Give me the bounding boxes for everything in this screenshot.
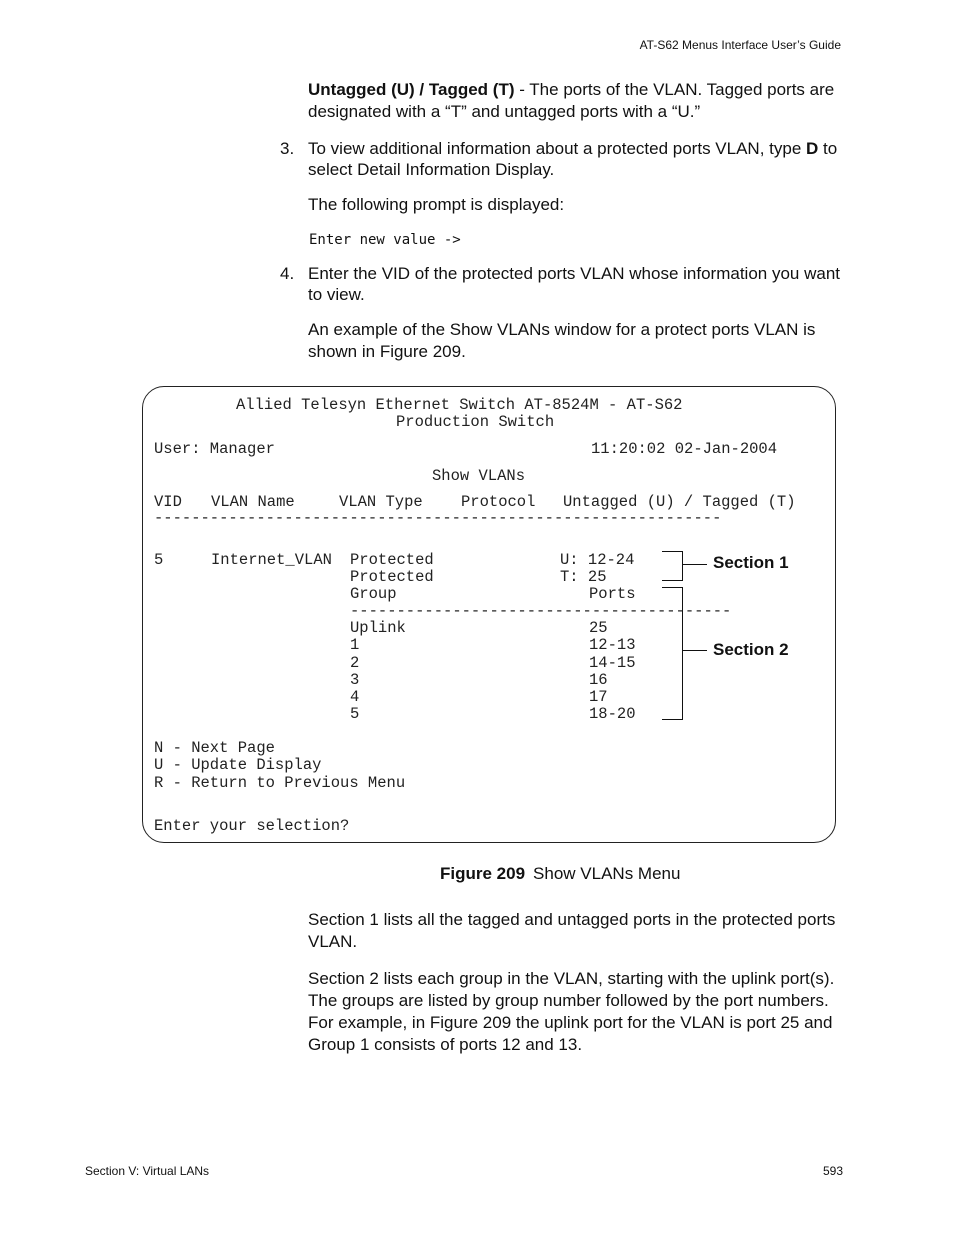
group-name: 3 xyxy=(350,671,360,689)
group-name: 5 xyxy=(350,705,360,723)
step-key: D xyxy=(806,139,819,158)
selection-prompt: Enter your selection? xyxy=(154,817,350,835)
intro-term: Untagged (U) / Tagged (T) xyxy=(308,80,515,99)
section1-leader xyxy=(683,564,707,565)
section2-callout: Section 2 xyxy=(713,640,789,659)
intro-definition xyxy=(308,79,848,123)
group-ports: 17 xyxy=(589,688,608,706)
group-name: 2 xyxy=(350,654,360,672)
prompt-intro: The following prompt is displayed: xyxy=(308,195,565,214)
section2-bracket xyxy=(662,587,683,720)
example-text: An example of the Show VLANs window for a protect ports VLAN is shown in Figure 209. xyxy=(308,320,816,361)
figure-title: Show VLANs Menu xyxy=(533,864,681,883)
vlan-type: Protected xyxy=(350,568,434,586)
footer-section: Section V: Virtual LANs xyxy=(85,1164,210,1178)
vlan-name: Internet_VLAN xyxy=(211,551,332,569)
running-header: AT-S62 Menus Interface User’s Guide xyxy=(639,38,841,52)
group-divider: ----------------------------------------- xyxy=(350,602,732,620)
step-text-part: to select Detail Information Display. xyxy=(308,139,838,179)
screen-user: User: Manager xyxy=(154,440,275,458)
step-text-part: To view additional information about a protected ports VLAN, type xyxy=(308,139,807,158)
column-header-protocol: Protocol xyxy=(461,493,536,511)
group-ports: 12-13 xyxy=(589,636,636,654)
screen-menu-title: Show VLANs xyxy=(432,467,526,485)
group-name: 4 xyxy=(350,688,360,706)
group-ports: 18-20 xyxy=(589,705,636,723)
column-header-ports: Untagged (U) / Tagged (T) xyxy=(563,493,796,511)
group-header: Group xyxy=(350,585,397,603)
menu-option-next-page: N - Next Page xyxy=(154,739,275,757)
paragraph-section1: Section 1 lists all the tagged and untagged ports in the protected ports VLAN. xyxy=(308,910,836,951)
screen-timestamp: 11:20:02 02-Jan-2004 xyxy=(591,440,778,458)
column-header-vlan-name: VLAN Name xyxy=(211,493,295,511)
paragraph-section2: Section 2 lists each group in the VLAN, starting with the uplink port(s). The groups are listed by group number followed by the port numbers. For example, in Figure 209 the uplink port for the VLAN is port 25 and Group 1 consists of ports 12 and 13. xyxy=(308,969,835,1054)
vlan-tagged-ports: T: 25 xyxy=(560,568,607,586)
prompt-code: Enter new value -> xyxy=(309,232,461,248)
figure-caption xyxy=(440,864,680,884)
step-text: Enter the VID of the protected ports VLAN whose information you want to view. xyxy=(308,264,841,304)
menu-option-update-display: U - Update Display xyxy=(154,756,322,774)
group-ports: 25 xyxy=(589,619,608,637)
group-ports: 14-15 xyxy=(589,654,636,672)
group-name: 1 xyxy=(350,636,360,654)
step-number: 3. xyxy=(280,139,295,158)
menu-option-return: R - Return to Previous Menu xyxy=(154,774,406,792)
vlan-untagged-ports: U: 12-24 xyxy=(560,551,635,569)
vlan-type: Protected xyxy=(350,551,434,569)
column-header-vid: VID xyxy=(154,493,182,511)
screen-title-line1: Allied Telesyn Ethernet Switch AT-8524M - AT-S62 xyxy=(236,396,683,414)
column-header-vlan-type: VLAN Type xyxy=(339,493,423,511)
group-name: Uplink xyxy=(350,619,406,637)
ports-header: Ports xyxy=(589,585,636,603)
screen-divider: ------------------------------------------------------------- xyxy=(154,509,722,527)
section2-leader xyxy=(683,650,707,651)
step-number: 4. xyxy=(280,264,295,283)
step-text xyxy=(308,138,848,180)
intro-definition-text: - The ports of the VLAN. Tagged ports are designated with a “T” and untagged ports with a “U.” xyxy=(308,80,835,121)
group-ports: 16 xyxy=(589,671,608,689)
page-number: 593 xyxy=(823,1164,844,1178)
vlan-vid: 5 xyxy=(154,551,164,569)
section1-bracket xyxy=(662,551,683,581)
screen-title-line2: Production Switch xyxy=(396,413,555,431)
section1-callout: Section 1 xyxy=(713,553,789,572)
figure-label: Figure 209 xyxy=(440,864,526,883)
